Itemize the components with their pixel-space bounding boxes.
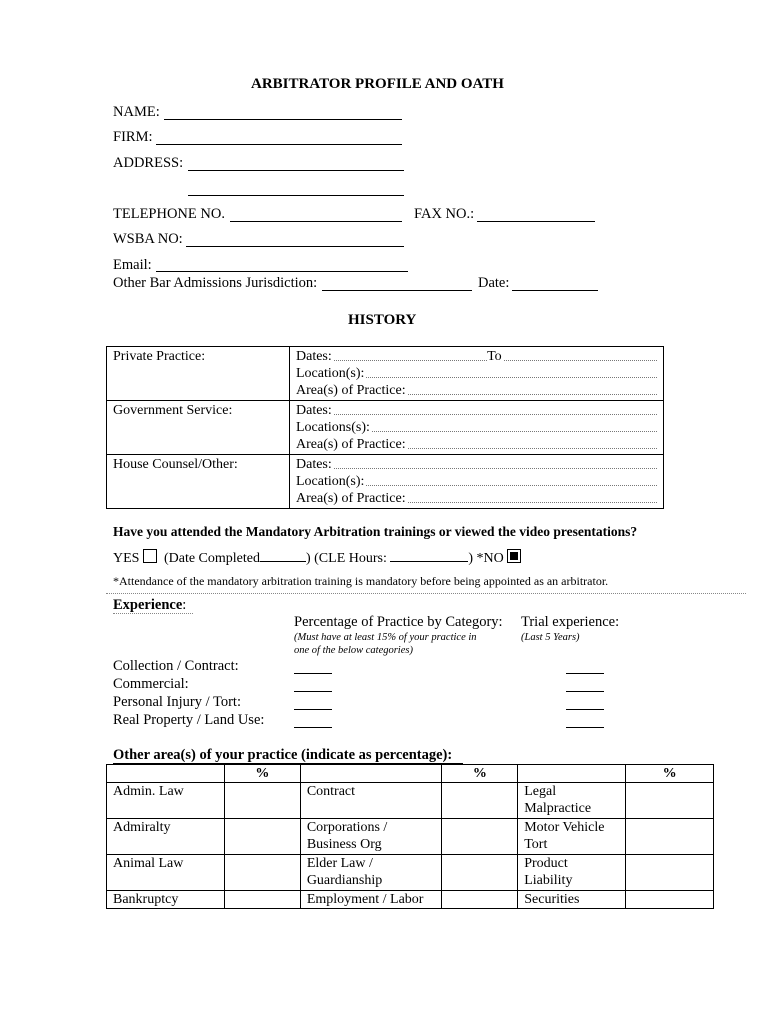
other-areas-heading: Other area(s) of your practice (indicate as percentage): bbox=[113, 747, 453, 763]
area-field[interactable] bbox=[408, 490, 657, 503]
area-field[interactable] bbox=[408, 382, 657, 395]
pct-note-2: one of the below categories) bbox=[294, 645, 413, 656]
training-note: *Attendance of the mandatory arbitration training is mandatory before being appointed as an arbitrator. bbox=[113, 574, 609, 588]
area-name: Elder Law / Guardianship bbox=[300, 855, 442, 891]
area-name: Animal Law bbox=[107, 855, 225, 891]
no-label: ) *NO bbox=[468, 551, 504, 566]
category-label: Collection / Contract: bbox=[113, 658, 239, 674]
area-name: Contract bbox=[300, 783, 442, 819]
trial-field-commercial[interactable] bbox=[566, 691, 604, 692]
to-label: To bbox=[487, 349, 502, 364]
area-pct-field[interactable] bbox=[442, 819, 518, 855]
history-row bbox=[107, 401, 664, 455]
table-row bbox=[107, 891, 714, 909]
area-pct-field[interactable] bbox=[626, 891, 714, 909]
divider bbox=[106, 593, 746, 594]
trial-header: Trial experience: bbox=[521, 614, 620, 630]
area-name: Bankruptcy bbox=[107, 891, 225, 909]
area-name: Motor Vehicle Tort bbox=[518, 819, 626, 855]
category-label: Real Property / Land Use: bbox=[113, 712, 265, 728]
wsba-label: WSBA NO: bbox=[113, 231, 183, 247]
dates-label: Dates: bbox=[296, 457, 332, 472]
page-title: ARBITRATOR PROFILE AND OATH bbox=[251, 76, 504, 92]
dates-label: Dates: bbox=[296, 349, 332, 364]
area-name: Legal Malpractice bbox=[518, 783, 626, 819]
area-label: Area(s) of Practice: bbox=[296, 383, 406, 398]
history-table bbox=[106, 346, 664, 509]
location-label: Location(s): bbox=[296, 474, 365, 489]
area-pct-field[interactable] bbox=[225, 855, 301, 891]
area-name: Admiralty bbox=[107, 819, 225, 855]
pct-header-1: % bbox=[225, 765, 301, 783]
other-areas-table bbox=[106, 764, 714, 909]
dates-field[interactable] bbox=[334, 456, 657, 469]
pct-field-commercial[interactable] bbox=[294, 691, 332, 692]
name-label: NAME: bbox=[113, 104, 160, 120]
address-label: ADDRESS: bbox=[113, 155, 184, 171]
table-header-row bbox=[107, 765, 714, 783]
experience-heading: Experience bbox=[113, 597, 183, 613]
pct-note-1: (Must have at least 15% of your practice in bbox=[294, 632, 477, 643]
area-name: Corporations / Business Org bbox=[300, 819, 442, 855]
dates-to-field[interactable] bbox=[504, 348, 657, 361]
area-pct-field[interactable] bbox=[225, 891, 301, 909]
pct-header-2: % bbox=[442, 765, 518, 783]
location-field[interactable] bbox=[366, 473, 657, 486]
dates-from-field[interactable] bbox=[334, 348, 487, 361]
table-row bbox=[107, 819, 714, 855]
location-field[interactable] bbox=[366, 365, 657, 378]
experience-colon: : bbox=[182, 597, 187, 613]
pct-field-collection[interactable] bbox=[294, 673, 332, 674]
cle-hours-field[interactable] bbox=[390, 561, 468, 562]
trial-field-injury[interactable] bbox=[566, 709, 604, 710]
date-completed-label: (Date Completed bbox=[163, 551, 260, 566]
training-answer-row bbox=[113, 549, 521, 567]
address-field-line2[interactable] bbox=[188, 195, 404, 196]
pct-field-property[interactable] bbox=[294, 727, 332, 728]
location-label: Locations(s): bbox=[296, 420, 370, 435]
other-bar-label: Other Bar Admissions Jurisdiction: bbox=[113, 275, 318, 291]
area-name: Admin. Law bbox=[107, 783, 225, 819]
area-pct-field[interactable] bbox=[442, 891, 518, 909]
other-bar-field[interactable] bbox=[322, 290, 472, 291]
area-name: Employment / Labor bbox=[300, 891, 442, 909]
trial-field-property[interactable] bbox=[566, 727, 604, 728]
fax-field[interactable] bbox=[477, 221, 595, 222]
area-pct-field[interactable] bbox=[225, 819, 301, 855]
location-field[interactable] bbox=[372, 419, 657, 432]
firm-field[interactable] bbox=[156, 144, 402, 145]
telephone-label: TELEPHONE NO. bbox=[113, 206, 225, 222]
history-row-label: Private Practice: bbox=[113, 349, 206, 364]
category-label: Personal Injury / Tort: bbox=[113, 694, 241, 710]
category-label: Commercial: bbox=[113, 676, 189, 692]
wsba-field[interactable] bbox=[186, 246, 404, 247]
trial-field-collection[interactable] bbox=[566, 673, 604, 674]
dates-field[interactable] bbox=[334, 402, 657, 415]
fax-label: FAX NO.: bbox=[414, 206, 475, 222]
area-pct-field[interactable] bbox=[626, 855, 714, 891]
experience-heading-wrap bbox=[113, 597, 186, 614]
table-row bbox=[107, 855, 714, 891]
email-field[interactable] bbox=[156, 271, 408, 272]
pct-header: Percentage of Practice by Category: bbox=[294, 614, 503, 630]
training-question: Have you attended the Mandatory Arbitration trainings or viewed the video presentations? bbox=[113, 524, 638, 539]
area-field[interactable] bbox=[408, 436, 657, 449]
date-field[interactable] bbox=[512, 290, 598, 291]
area-pct-field[interactable] bbox=[442, 783, 518, 819]
area-pct-field[interactable] bbox=[626, 783, 714, 819]
dates-label: Dates: bbox=[296, 403, 332, 418]
history-row-label: House Counsel/Other: bbox=[113, 457, 238, 472]
name-field[interactable] bbox=[164, 119, 402, 120]
email-label: Email: bbox=[113, 257, 152, 273]
location-label: Location(s): bbox=[296, 366, 365, 381]
no-checkbox[interactable] bbox=[507, 549, 521, 563]
table-row bbox=[107, 783, 714, 819]
cle-hours-label: ) (CLE Hours: bbox=[305, 551, 387, 566]
area-pct-field[interactable] bbox=[225, 783, 301, 819]
address-field-line1[interactable] bbox=[188, 170, 404, 171]
yes-label: YES bbox=[113, 551, 140, 566]
pct-header-3: % bbox=[626, 765, 714, 783]
history-row bbox=[107, 347, 664, 401]
date-completed-field[interactable] bbox=[260, 561, 306, 562]
area-label: Area(s) of Practice: bbox=[296, 491, 406, 506]
area-label: Area(s) of Practice: bbox=[296, 437, 406, 452]
trial-note: (Last 5 Years) bbox=[521, 632, 580, 643]
divider bbox=[113, 613, 193, 614]
area-name: Product Liability bbox=[518, 855, 626, 891]
history-row bbox=[107, 455, 664, 509]
yes-checkbox[interactable] bbox=[143, 549, 157, 563]
area-name: Securities bbox=[518, 891, 626, 909]
area-pct-field[interactable] bbox=[626, 819, 714, 855]
history-row-label: Government Service: bbox=[113, 403, 233, 418]
history-heading: HISTORY bbox=[348, 312, 417, 328]
pct-field-injury[interactable] bbox=[294, 709, 332, 710]
area-pct-field[interactable] bbox=[442, 855, 518, 891]
date-label: Date: bbox=[478, 275, 510, 291]
telephone-field[interactable] bbox=[230, 221, 402, 222]
firm-label: FIRM: bbox=[113, 129, 153, 145]
